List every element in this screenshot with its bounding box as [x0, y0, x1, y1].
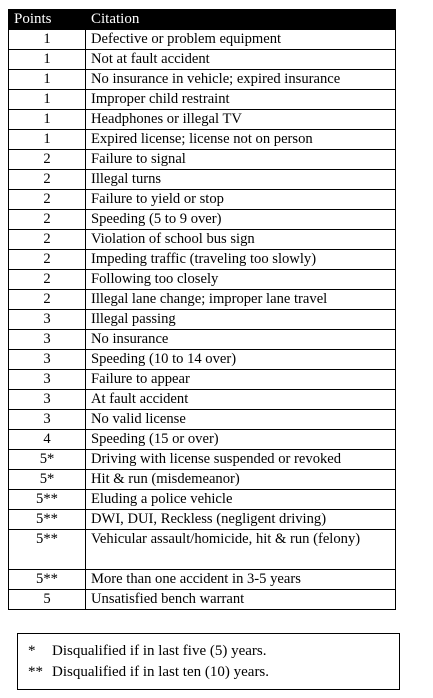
points-cell: 5**	[9, 570, 86, 590]
points-cell: 2	[9, 170, 86, 190]
citation-cell: Impeding traffic (traveling too slowly)	[86, 250, 396, 270]
points-cell: 1	[9, 110, 86, 130]
table-row	[9, 390, 396, 410]
citation-cell: Improper child restraint	[86, 90, 396, 110]
legend-text: Disqualified if in last five (5) years.	[52, 643, 267, 659]
points-cell: 1	[9, 50, 86, 70]
citation-cell: Vehicular assault/homicide, hit & run (felony)	[86, 530, 396, 570]
table-row	[9, 230, 396, 250]
points-cell: 3	[9, 370, 86, 390]
citation-cell: Speeding (5 to 9 over)	[86, 210, 396, 230]
table-header-row	[9, 10, 396, 30]
table-row	[9, 310, 396, 330]
citation-cell: No insurance	[86, 330, 396, 350]
table-row	[9, 250, 396, 270]
citation-cell: Headphones or illegal TV	[86, 110, 396, 130]
points-cell: 2	[9, 150, 86, 170]
points-header: Points	[9, 10, 86, 30]
table-row	[9, 90, 396, 110]
citation-cell: At fault accident	[86, 390, 396, 410]
legend-mark: **	[28, 664, 43, 680]
points-cell: 3	[9, 330, 86, 350]
table-row	[9, 70, 396, 90]
table-row	[9, 370, 396, 390]
citation-cell: Eluding a police vehicle	[86, 490, 396, 510]
table-row	[9, 210, 396, 230]
table-row	[9, 590, 396, 610]
table-row	[9, 150, 396, 170]
table-row	[9, 330, 396, 350]
points-cell: 2	[9, 290, 86, 310]
points-cell: 5**	[9, 510, 86, 530]
points-cell: 2	[9, 250, 86, 270]
table-row	[9, 430, 396, 450]
points-cell: 2	[9, 190, 86, 210]
citation-cell: Violation of school bus sign	[86, 230, 396, 250]
citation-cell: Illegal passing	[86, 310, 396, 330]
citation-cell: Unsatisfied bench warrant	[86, 590, 396, 610]
table-row	[9, 450, 396, 470]
citation-cell: Speeding (10 to 14 over)	[86, 350, 396, 370]
table-row	[9, 510, 396, 530]
legend-item	[28, 641, 399, 662]
table-row	[9, 30, 396, 50]
points-cell: 1	[9, 90, 86, 110]
citation-cell: No valid license	[86, 410, 396, 430]
table-row	[9, 350, 396, 370]
table-row	[9, 170, 396, 190]
points-table	[8, 9, 396, 610]
points-cell: 3	[9, 390, 86, 410]
points-cell: 5*	[9, 470, 86, 490]
citation-header: Citation	[86, 10, 396, 30]
citation-cell: More than one accident in 3-5 years	[86, 570, 396, 590]
points-cell: 3	[9, 410, 86, 430]
citation-cell: Following too closely	[86, 270, 396, 290]
points-cell: 5**	[9, 530, 86, 570]
points-cell: 5	[9, 590, 86, 610]
table-row	[9, 490, 396, 510]
points-cell: 1	[9, 30, 86, 50]
citation-cell: Failure to signal	[86, 150, 396, 170]
points-cell: 1	[9, 130, 86, 150]
citation-cell: Driving with license suspended or revoked	[86, 450, 396, 470]
table-row	[9, 130, 396, 150]
table-row	[9, 50, 396, 70]
legend-text: Disqualified if in last ten (10) years.	[52, 664, 270, 680]
table-row	[9, 470, 396, 490]
citation-cell: Hit & run (misdemeanor)	[86, 470, 396, 490]
legend-mark: *	[28, 643, 36, 659]
citation-cell: Speeding (15 or over)	[86, 430, 396, 450]
points-cell: 5*	[9, 450, 86, 470]
citation-cell: No insurance in vehicle; expired insurance	[86, 70, 396, 90]
citation-cell: Failure to appear	[86, 370, 396, 390]
citation-cell: Illegal lane change; improper lane travel	[86, 290, 396, 310]
table-row	[9, 410, 396, 430]
points-cell: 2	[9, 210, 86, 230]
table-row	[9, 570, 396, 590]
legend-item	[28, 662, 399, 683]
points-cell: 2	[9, 230, 86, 250]
legend-box	[17, 633, 400, 690]
table-row	[9, 190, 396, 210]
points-cell: 5**	[9, 490, 86, 510]
table-row	[9, 290, 396, 310]
points-cell: 2	[9, 270, 86, 290]
points-cell: 1	[9, 70, 86, 90]
points-cell: 4	[9, 430, 86, 450]
citation-cell: Illegal turns	[86, 170, 396, 190]
points-cell: 3	[9, 310, 86, 330]
table-row	[9, 110, 396, 130]
table-row	[9, 270, 396, 290]
citation-cell: Not at fault accident	[86, 50, 396, 70]
citation-cell: DWI, DUI, Reckless (negligent driving)	[86, 510, 396, 530]
citation-cell: Expired license; license not on person	[86, 130, 396, 150]
citation-cell: Failure to yield or stop	[86, 190, 396, 210]
points-cell: 3	[9, 350, 86, 370]
citation-cell: Defective or problem equipment	[86, 30, 396, 50]
table-row	[9, 530, 396, 570]
